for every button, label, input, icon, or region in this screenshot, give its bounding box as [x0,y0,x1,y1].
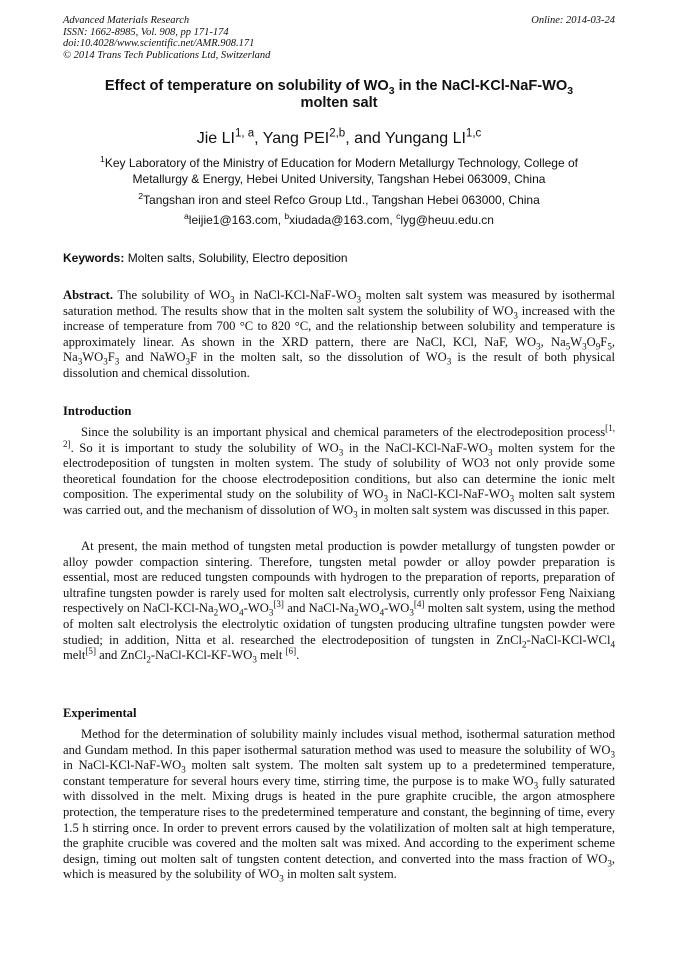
keywords-label: Keywords: [63,251,125,265]
introduction-paragraph-2: At present, the main method of tungsten metal production is powder metallurgy of tungsten powder or alloy powder compaction sintering. Therefore, tungsten metal powder or alloy powder preparation is essential, most are reduced tungsten compounds with hydrogen to the preparation of reports, preparation of ultrafine tungsten powder is rarely used for molten salt electrolysis, currently only professor Feng Naixiang respectively on NaCl-$KCl-Na_2WO_4-WO_3[3]$ and NaCl-$Na_2WO_4-WO_3[4]$ molten salt system, using the method of molten salt electrolysis the electrolytic oxidation of tungsten producing ultrafine tungsten powder were studied; in addition, Nitta et al. researched the electrodeposition of tungsten in ZnCl$_2$-NaCl-KCl-WCl$_4$ melt[5] and $ZnCl_2-NaCl-KCl-KF-WO_3$ melt [6]. [63,539,615,665]
author-list: Jie LI$^{1, a}$, Yang PEI$^{2,b}$, and Yungang LI$^{1,c}$ [196,127,482,147]
online-date: Online: 2014-03-24 [531,15,615,26]
experimental-paragraph-1: Method for the determination of solubility mainly includes visual method, isothermal saturation method and Gundam method. In this paper isothermal saturation method was used to measure the solubility of $WO_3$ in NaCl-$KCl-NaF-WO_3$ molten salt system. The molten salt system up to a predetermined temperature, constant temperature for several hours every time, stirring time, the purpose is to make $WO_3$ fully saturated with dissolved in the melt. Mixing drugs is heated in the pure graphite crucible, the argon atmosphere protection, the temperature rises to the predetermined temperature and constant, the beginning of time, every 1.5 h stirring once. In order to prevent errors caused by the volatilization of molten salt at high temperature, the graphite crucible was covered and the molten salt was mixed. And according to the experiment scheme design, timing out molten salt of tungsten content detection, and converted into the mass fraction of $WO_3$, which is measured by the solubility of $WO_3$ in molten salt system. [63,727,615,884]
introduction-paragraph-1: Since the solubility is an important physical and chemical parameters of the electrodeposition process[1, 2]. So it is important to study the solubility of $WO_3$ in the NaCl-$KCl-NaF-WO_3$ molten system for the electrodeposition of tungsten in molten system. The study of solubility of WO3 not only provide some theoretical foundation for the choose electrodeposition conditions, but also can determine the ionic melt composition. The experimental study on the solubility of $WO_3$ in NaCl-$KCl-NaF-WO_3$ molten salt system was carried out, and the mechanism of dissolution of $WO_3$ in molten salt system was discussed in this paper. [63,422,615,520]
paper-title: Effect of temperature on solubility of $WO_3$ in the NaCl-$KCl-NaF-WO_3$ molten salt [104,78,574,111]
citation[interactable]: [5] [85,645,96,656]
section-heading-introduction: Introduction [63,404,132,418]
citation[interactable]: [4] [413,599,425,610]
affiliation-2: $^2$Tangshan iron and steel Refco Group Ltd., Tangshan Hebei 063000, China [138,191,540,207]
journal-header [63,15,615,61]
doi-line: doi:10.4028/www.scientific.net/AMR.908.171 [63,38,255,50]
abstract-label: Abstract. [63,288,114,302]
citation[interactable]: [1, 2] [63,422,615,449]
email-link[interactable]: lyg@heuu.edu.cn [400,213,494,227]
email-link[interactable]: xiudada@163.com, [289,213,397,227]
copyright-line: © 2014 Trans Tech Publications Ltd, Switzerland [63,49,271,61]
affiliation-1: $^1$Key Laboratory of the Ministry of Education for Modern Metallurgy Technology, College of Metallurgy & Energy, Hebei United University, Tangshan Hebei 063009, China [100,154,578,186]
issn-line: ISSN: 1662-8985, Vol. 908, pp 171-174 [63,26,229,38]
citation[interactable]: [3] [273,599,284,610]
journal-name: Advanced Materials Research [63,15,190,26]
citation[interactable]: [6] [285,645,297,656]
author-emails: $^a$leijie1@163.com, $^b$xiudada@163.com, $^c$lyg@heuu.edu.cn [184,211,494,227]
abstract: Abstract. The solubility of $WO_3$ in NaCl-$KCl-NaF-WO_3$ molten salt system was measured by isothermal saturation method. The results show that in the molten salt system the solubility of $WO_3$ increased with the increase of temperature from 700 °C to 820 °C, and the relationship between solubility and temperature is approximately linear. As shown in the XRD pattern, there are NaCl, KCl, NaF, $WO_3$, $Na_5W_3O_9F_5$, $Na_3WO_3F_3$ and NaWO$_3$F in the molten salt, so the dissolution of $WO_3$ is the result of both physical dissolution and chemical dissolution. [63,288,615,380]
email-link[interactable]: leijie1@163.com, [188,213,285,227]
keywords: Keywords: Molten salts, Solubility, Electro deposition [63,251,348,265]
section-heading-experimental: Experimental [63,706,137,720]
